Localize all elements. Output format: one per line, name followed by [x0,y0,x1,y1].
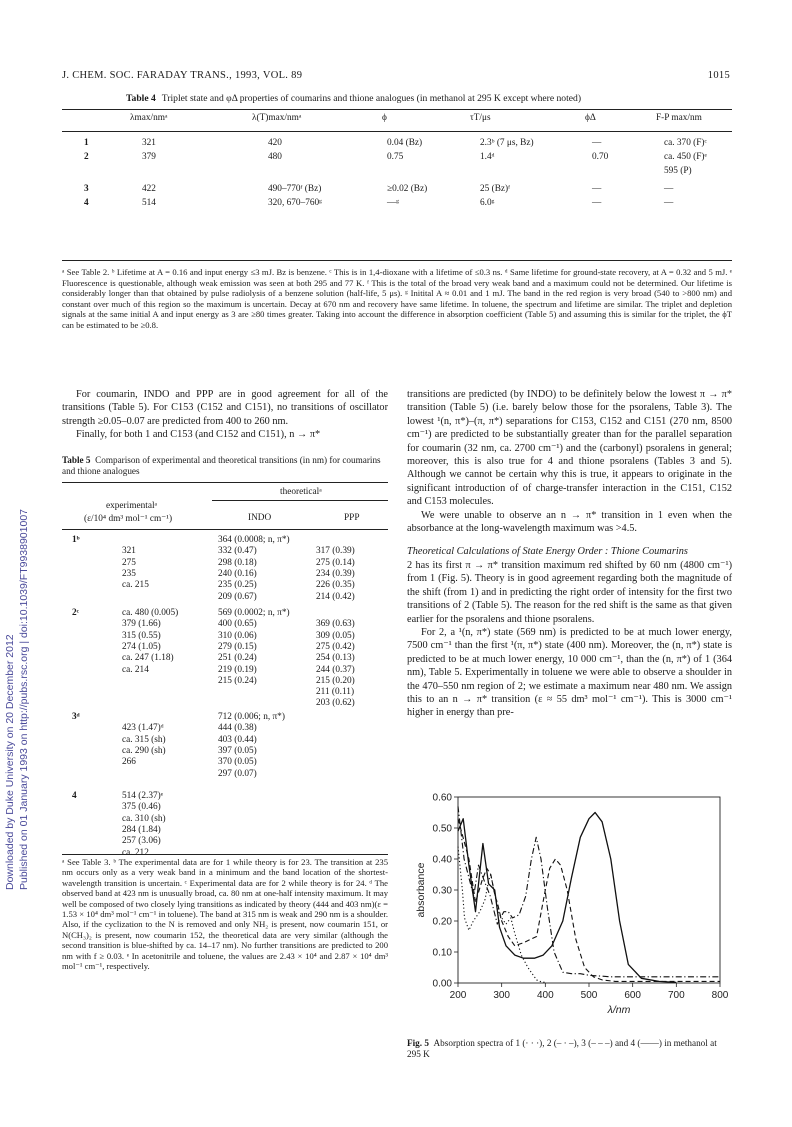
t5-compound-id: 3ᵈ [72,712,80,722]
t4-cell: — [592,184,602,194]
t5-exp-cell: 257 (3.06) [122,836,161,847]
t4-cell: 490–770ᶠ (Bz) [268,184,322,194]
x-tick-label: 400 [536,990,554,1001]
table5-top-rule [62,482,388,483]
t5-exp-cell: ca. 310 (sh) [122,813,166,824]
table5-bottom-rule [62,854,388,855]
paragraph: 2 has its first π → π* transition maximum red shifted by 60 nm (4800 cm⁻¹) from 1 (Fig. 5). Theory is in good agreement regarding both the magnitude of the shift (from 1) and in predicting the right order of intensity for the first two transitions of 2 (Table 5). The reason for the red shift is the same as that given earlier for the psoralens and thione psoralens. [407,559,732,625]
plot-frame [458,797,720,983]
t5-indo-cell: 297 (0.07) [218,768,257,779]
t5-ppp-cell: 203 (0.62) [316,698,355,709]
table4-header-row [62,113,732,133]
t5-indo-cell: 364 (0.0008; n, π*) [218,535,290,545]
figure5-caption [407,1038,732,1060]
t4-cell: 514 [142,198,156,208]
t5-ppp-cell: 215 (0.20) [316,675,355,686]
figure5-caption-text: Absorption spectra of 1 (· · ·), 2 (– · –), 3 (– – –) and 4 (——) in methanol at 295 K [407,1038,717,1059]
table4-caption-text: Triplet state and φΔ properties of coumarins and thione analogues (in methanol at 295 K except where noted) [161,93,582,104]
y-tick-label: 0.50 [432,823,452,835]
t5-indo-cell: 298 (0.18) [218,557,257,568]
table4-caption [126,93,581,104]
t5-exp-cell: 321 [122,546,136,557]
t5-ppp-cell: 234 (0.39) [316,568,355,579]
t5-ppp-cell: 317 (0.39) [316,546,355,557]
t5-ppp-cell: 275 (0.42) [316,641,355,652]
t5-indo-cell: 397 (0.05) [218,745,257,756]
t4-col-6: F-P max/nm [656,113,702,123]
x-tick-label: 500 [580,990,598,1001]
t5-indo-cell: 310 (0.06) [218,630,257,641]
t5-exp-cell: ca. 215 [122,580,149,591]
y-tick-label: 0.20 [432,916,452,928]
t5-ppp-cell: 214 (0.42) [316,591,355,602]
t5-ppp-cell: 254 (0.13) [316,653,355,664]
table5-caption-text: Comparison of experimental and theoretical transitions (in nm) for coumarins and thione analogues [62,455,381,476]
y-tick-label: 0.10 [432,947,452,959]
journal-citation: J. CHEM. SOC. FARADAY TRANS., 1993, VOL. 89 [62,70,303,81]
series-line-1 [458,847,545,983]
t4-cell: 2.3ᵇ (7 μs, Bz) [480,138,534,148]
paragraph: transitions are predicted (by INDO) to be definitely below the lowest π → π* transition (Table 5) (i.e. barely below those for the psoralens, Table 3). The lowest ¹(n, π*)–(π, π*) separations for C153, C152 and C151 (270 nm, 8500 cm⁻¹) are predicted to be substantially greater than for the parallel separation for coumarin (32 nm, ca. 2700 cm⁻¹) and the (carbonyl) psoralens in general; moreover, this is also true for 4 and thione psoralens (Tables 3 and 5). Although we cannot be certain why this is true, it appears to originate in the significant introduction of of charge-transfer interaction in the C151, C152 and C153 molecules. [407,389,732,508]
t5-exp-cell: 266 [122,757,136,768]
t5-compound-id: 2ᶜ [72,608,80,618]
t5-compound-id: 1ᵇ [72,535,80,545]
t4-col-3: ϕ [382,113,387,123]
t5-exp-cell: 315 (0.55) [122,630,161,641]
table5-caption [62,455,388,477]
t4-compound-id: 4 [84,198,89,208]
running-header [62,70,730,86]
t5-theory-span-rule [212,500,388,501]
table4-footnotes: ᵃ See Table 2. ᵇ Lifetime at A = 0.16 and input energy ≤3 mJ. Bz is benzene. ᶜ This is in 1,4-dioxane with a lifetime of ≤0.3 ns. ᵈ Same lifetime for ground-state recovery, at A = 0.32 and 5 mJ. ᵉ Fluorescence is questionable, although weak emission was seen at both 295 and 77 K. ᶠ This is the total of the broad very weak band and a maximum could not be determined. Our lifetime is considerably longer than that obtained by pulse radiolysis of a benzene solution (half-life, 5 μs). ᵍ Initital A ≈ 0.01 and 1 mJ. The band in the red region is very broad (540 to >800 nm) and constant over much of this region so the maximum is uncertain. Decay at 670 nm and recovery have same lifetime. In toluene, the spectrum and lifetime are similar. The triplet and depletion signals at the same initial A and input energy as 3 are ≥80 times greater. Taking into account the difference in absorption coefficient (Table 5) and assuming this is similar for the triplet, the ϕT can be estimated to be ≥0.8. [62,267,732,330]
t5-exp-cell: 514 (2.37)ᵉ [122,791,164,801]
t5-indo-cell: 251 (0.24) [218,653,257,664]
t4-cell: 420 [268,138,282,148]
t5-exp-cell: ca. 212 [122,847,149,858]
t5-exp-cell: 284 (1.84) [122,824,161,835]
t5-theoretical-header: theoreticalᵃ [280,487,322,497]
t4-cell: —ᵍ [387,198,400,208]
t4-cell: 6.0ᵍ [480,198,495,208]
t5-exp-cell: ca. 290 (sh) [122,745,166,756]
t5-indo-cell: 400 (0.65) [218,619,257,630]
t5-indo-cell: 215 (0.24) [218,675,257,686]
t4-cell: — [592,198,602,208]
x-tick-label: 800 [711,990,729,1001]
t4-compound-id: 1 [84,138,89,148]
t5-indo-cell: 235 (0.25) [218,580,257,591]
t5-exp-cell: 274 (1.05) [122,641,161,652]
t5-ppp-header: PPP [344,513,360,523]
t5-indo-cell: 279 (0.15) [218,641,257,652]
t5-ppp-cell: 369 (0.63) [316,619,355,630]
paragraph: Finally, for both 1 and C153 (and C152 and C151), n → π* [76,429,321,441]
x-tick-label: 600 [624,990,642,1001]
t4-col-1: λmax/nmᵃ [130,113,168,123]
t5-indo-cell: 240 (0.16) [218,568,257,579]
section-heading: Theoretical Calculations of State Energy Order : Thione Coumarins [407,546,688,558]
t4-cell: 379 [142,152,156,162]
t5-exp-cell: 375 (0.46) [122,802,161,813]
table5-body [62,535,388,858]
figure5-label: Fig. 5 [407,1038,429,1048]
t5-indo-cell: 712 (0.006; n, π*) [218,712,285,722]
t4-col-4: τT/μs [470,113,491,123]
t5-exp-cell: ca. 214 [122,664,149,675]
t5-exp-cell: ca. 480 (0.005) [122,608,179,618]
right-column-text [407,388,732,720]
t5-ppp-cell: 275 (0.14) [316,557,355,568]
table4-top-rule [62,109,732,110]
x-tick-label: 300 [493,990,511,1001]
t4-cell: ca. 370 (F)ᶜ [664,138,707,148]
x-tick-label: 200 [449,990,467,1001]
t5-exp-cell: 275 [122,557,136,568]
t5-indo-cell: 403 (0.44) [218,734,257,745]
t5-exp-cell: 379 (1.66) [122,619,161,630]
table5-label: Table 5 [62,455,91,465]
series-line-2 [458,806,720,977]
t5-ppp-cell: 244 (0.37) [316,664,355,675]
t4-cell: ca. 450 (F)ᵉ [664,152,707,162]
table4-bottom-rule [62,260,732,261]
t4-cell: 422 [142,184,156,194]
t5-ppp-cell: 211 (0.11) [316,687,355,698]
t5-indo-cell: 569 (0.0002; n, π*) [218,608,290,618]
watermark-line-1: Downloaded by Duke University on 20 December 2012 [4,634,16,890]
left-column-intro [62,388,388,442]
table4-label: Table 4 [126,93,156,104]
t4-cell: 480 [268,152,282,162]
x-tick-label: 700 [667,990,685,1001]
t4-cell: — [664,184,674,194]
page-number: 1015 [707,70,730,81]
t5-exp-cell: 235 [122,568,136,579]
paragraph: For 2, a ¹(n, π*) state (569 nm) is predicted to be at much lower energy, 7500 cm⁻¹ than the first ¹(π, π*) state (400 nm). Moreover, the (n, π*) state is predicted to be at much lower energy, 10 000 cm⁻¹, than the (n, π*) of 1 (364 nm), Table 5. Experimentally in toluene we were able to observe a shoulder in the 470–550 nm region of 2; we estimate a maximum near 480 nm. We assign this to an n → π* transition (ε ≈ 55 dm³ mol⁻¹ cm⁻¹). This is 3000 cm⁻¹ higher in energy than pre- [407,626,732,719]
y-tick-label: 0.30 [432,885,452,897]
paragraph: We were unable to observe an n → π* transition in 1 even when the absorbance at the long-wavelength maximum was >4.5. [407,509,732,535]
y-tick-label: 0.00 [432,978,452,990]
t5-ppp-cell: 309 (0.05) [316,630,355,641]
t4-cell: 0.04 (Bz) [387,138,423,148]
y-tick-label: 0.60 [432,792,452,804]
t4-cell: 595 (P) [664,166,692,176]
t5-exp-cell: ca. 315 (sh) [122,734,166,745]
watermark-line-2: Published on 01 January 1993 on http://pubs.rsc.org | doi:10.1039/FT9938901007 [18,509,30,890]
t4-cell: 0.75 [387,152,404,162]
t4-cell: 1.4ᵈ [480,152,495,162]
series-line-4 [458,813,676,983]
t4-cell: — [664,198,674,208]
t4-col-5: ϕΔ [585,113,596,123]
t4-cell: 320, 670–760ᵍ [268,198,322,208]
t5-indo-header: INDO [248,513,272,523]
t4-cell: 25 (Bz)ᶠ [480,184,511,194]
table5-header [62,487,388,529]
t5-indo-cell: 370 (0.05) [218,757,257,768]
t4-cell: 0.70 [592,152,609,162]
t4-cell: 321 [142,138,156,148]
download-watermark [0,270,30,890]
t4-cell: — [592,138,602,148]
y-axis-label: absorbance [415,862,427,918]
table4-body [62,138,732,258]
t5-exp-cell: 423 (1.47)ᵈ [122,723,164,734]
t4-compound-id: 2 [84,152,89,162]
paragraph: For coumarin, INDO and PPP are in good agreement for all of the transitions (Table 5). For C153 (C152 and C151), no transitions of oscillator strength ≥0.05–0.07 are predicted from 400 to 260 nm. [62,389,388,427]
t5-indo-cell: 444 (0.38) [218,723,257,734]
t4-cell: ≥0.02 (Bz) [387,184,428,194]
y-tick-label: 0.40 [432,854,452,866]
series-line-3 [458,819,720,982]
figure5-chart [410,783,732,1026]
table5-footnotes: ᵃ See Table 3. ᵇ The experimental data are for 1 while theory is for 23. The transition at 235 nm occurs only as a very weak band in a minimum and the band location of the shortest-wavelength transition is uncertain. ᶜ Experimental data are for 2 while theory is for 24. ᵈ The observed band at 423 nm is unusually broad, ca. 80 nm at one-half intensity maximum. It may well be composed of two closely lying transitions as indicated by theory (444 and 403 nm)(ε = 1.53 × 10⁴ dm³ mol⁻¹ cm⁻¹ in toluene). The band at 315 nm is weak and 290 nm is a shoulder. Also, if the cyclization to the N is removed and only NH₂ is present, now coumarin 151, or N(CH₃)₂ is present, now coumarin 152, the theoretical data are very similar (although the second transition is blue-shifted by ca. 14–17 nm). No further transitions are predicted to 200 nm with f ≥ 0.03. ᵉ In acetonitrile and toluene, the values are 2.43 × 10⁴ and 2.87 × 10⁴ dm³ mol⁻¹ cm⁻¹, respectively. [62,857,388,972]
table5-header-rule [62,529,388,530]
t5-ppp-cell: 226 (0.35) [316,580,355,591]
t5-indo-cell: 332 (0.47) [218,546,257,557]
t5-exp-cell: ca. 247 (1.18) [122,653,174,664]
t5-indo-cell: 219 (0.19) [218,664,257,675]
t5-exp-units: (ε/10⁴ dm³ mol⁻¹ cm⁻¹) [84,514,173,524]
t4-col-2: λ(T)max/nmᵃ [252,113,302,123]
t5-indo-cell: 209 (0.67) [218,591,257,602]
t5-compound-id: 4 [72,791,77,801]
x-axis-label: λ/nm [607,1004,631,1016]
t5-exp-header: experimentalᵃ [106,501,158,511]
t4-compound-id: 3 [84,184,89,194]
table4-header-rule [62,131,732,132]
